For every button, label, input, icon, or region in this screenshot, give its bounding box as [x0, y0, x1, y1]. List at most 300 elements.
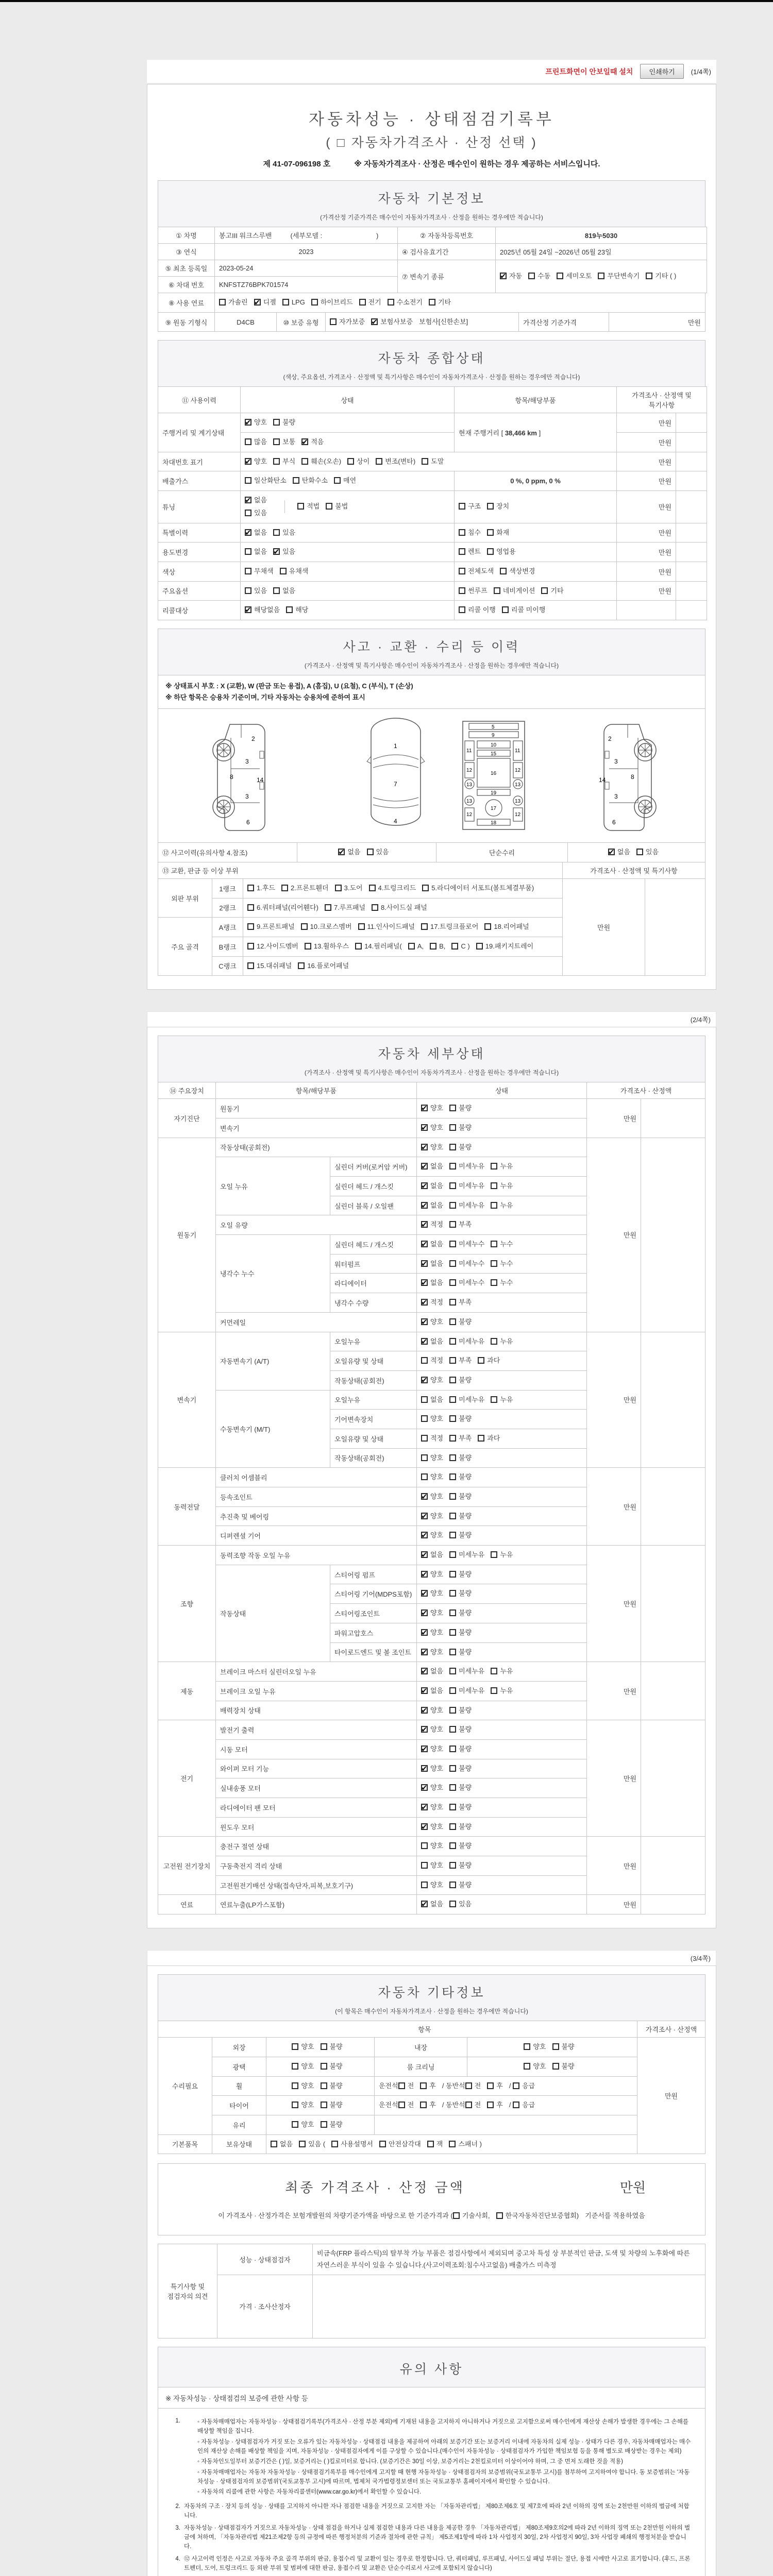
checkbox-icon	[513, 2082, 519, 2089]
option: ✔ 없음	[421, 1180, 443, 1193]
checkbox-icon	[513, 2102, 519, 2108]
svg-text:13: 13	[466, 799, 472, 805]
subitem-label: 라디에이터	[330, 1274, 417, 1293]
checkbox-icon	[478, 1357, 484, 1364]
option: 없음	[245, 546, 267, 558]
item-label: 작동상태	[216, 1565, 330, 1662]
checkbox-icon	[376, 458, 382, 465]
status-options	[417, 1681, 587, 1701]
option: 있음	[367, 846, 389, 859]
option: 전	[465, 2099, 481, 2112]
legend-note: ※ 하단 항목은 승용차 기준이며, 기타 자동차는 승용차에 준하여 표시	[165, 693, 365, 702]
checkbox-icon	[421, 1396, 428, 1403]
rank1-options	[243, 878, 563, 898]
svg-text:10: 10	[490, 742, 496, 749]
checkbox-checked-icon	[421, 1784, 428, 1791]
checkbox-checked-icon	[421, 1221, 428, 1228]
svg-text:13: 13	[466, 782, 472, 788]
device-group-label: 전기	[158, 1720, 216, 1837]
checkbox-icon	[449, 1221, 456, 1228]
status-options	[417, 1177, 587, 1196]
svg-text:6: 6	[246, 819, 250, 826]
checkbox-icon	[552, 2063, 559, 2070]
option: 15.대쉬패널	[247, 960, 292, 973]
checkbox-icon	[459, 606, 465, 613]
checkbox-icon	[321, 2082, 327, 2089]
section-title: 자동차 기본정보	[378, 192, 485, 206]
option: 가솔린	[219, 296, 248, 309]
option: 수소전기	[388, 296, 423, 309]
svg-text:2: 2	[608, 735, 612, 743]
page-2-indicator: (2/4쪽)	[147, 1011, 716, 1027]
item-label: 디퍼렌셜 기어	[216, 1526, 417, 1546]
checkbox-checked-icon	[421, 1377, 428, 1383]
option: ✔ 있음	[273, 546, 295, 558]
option: ✔ 양호	[421, 1141, 443, 1154]
price-note	[641, 1099, 705, 1138]
checkbox-checked-icon	[421, 1726, 428, 1733]
label-reg-number: ② 자동차등록번호	[398, 227, 496, 244]
status-options	[417, 1701, 587, 1720]
price-unit: 만원	[587, 1468, 641, 1546]
tire-label: 타이어	[212, 2096, 266, 2115]
option: ✔ 없음	[421, 1335, 443, 1348]
option: 미세누유	[449, 1160, 484, 1173]
option: 후	[420, 2080, 436, 2093]
option: 리콜 이행	[459, 604, 496, 617]
status-options	[417, 1642, 587, 1662]
price-note	[641, 1332, 705, 1468]
checkbox-icon	[247, 904, 254, 911]
svg-text:12: 12	[466, 812, 472, 818]
status-options	[417, 1312, 587, 1332]
col-status: 상태	[417, 1082, 587, 1099]
option: 수동	[528, 270, 550, 283]
section-basic-info	[158, 180, 705, 227]
rankC-options	[243, 956, 563, 976]
option: 누유	[491, 1685, 513, 1698]
option: 9.프론트패널	[247, 921, 295, 934]
exterior-label: 외장	[212, 2038, 266, 2057]
option: 응급	[513, 2099, 535, 2112]
caution-item: 2. 자동차의 구조 · 장치 등의 성능 · 상태를 고지하지 아니한 자나 점검한 내용을 거짓으로 고지한 자는 「자동차관리법」 제80조제6호 및 제7호에 따라 2년 이하의 징역 또는 2천만원 이하의 벌금에 처합니다.	[175, 2503, 690, 2519]
option: 스패너 )	[449, 2138, 482, 2151]
print-button[interactable]: 인쇄하기	[640, 64, 683, 79]
checkbox-icon	[598, 273, 604, 279]
caution-item: 1. ◦ 자동차매매업자는 자동차성능 · 상태점검기록부(가격조사 · 산정 부분 제외)에 기재된 내용을 고지하지 아니하거나 거짓으로 고지함으로써 매수인에게 재산상 손해가 발생한 경우에는 그 손해를 배상할 책임을 집니다. ◦ 자동차성능 · 상태점검자가 거짓 또는 오류가 있는 자동차성능 · 상태점검 내용을 제공하여 아래의 보증기간 또는 보증거리 이내에 자동차의 실제 성능 · 상태가 다른 경우, 자동차매매업자는 매수인의 재산상 손해를 배상할 책임을 지며, 자동차성능 · 상태점검자에게 이를 구상할 수 있습니다.(매수인이 자동차성능 · 상태점검자가 가입한 책임보험 등을 통해 별도로 배상받는 경우는 제외) ◦ 자동차인도일부터 보증기간은 ( )일, 보증거리는 ( )킬로미터로 합니다. (보증기간은 30일 이상, 보증거리는 2천킬로미터 이상이어야 하며, 그 중 먼저 도래한 것을 적용) ◦ 자동차매매업자는 자동차 자동차성능 · 상태점검기록부를 매수인에게 고지할 때 현행 자동차성능 · 상태점검자의 보증범위(국토교통부 고시)를 첨부하여 고지하여야 합니다. 동 보증범위는 '자동차성능 · 상태점검자의 보증범위'(국토교통부 고시)에 따르며, 법제처 국가법령정보센터 또는 국토교통부 홈페이지에서 확인할 수 있습니다. ◦ 자동차의 리콜에 관한 사항은 자동차리콜센터(www.car.go.kr)에서 확인할 수 있습니다.	[172, 2416, 692, 2499]
option: ✔ 없음	[421, 1898, 443, 1911]
option: 누유	[491, 1335, 513, 1348]
simple-repair-options	[568, 843, 705, 862]
checkbox-icon	[646, 273, 652, 279]
option: 양호	[421, 1471, 443, 1484]
checkbox-checked-icon	[254, 299, 261, 306]
subitem-label: 스티어링 기어(MDPS포함)	[330, 1584, 417, 1604]
label-warranty-type: ⑩ 보증 유형	[277, 312, 326, 332]
color-options	[241, 562, 455, 581]
checkbox-icon	[427, 2141, 434, 2147]
option: 불량	[449, 1102, 472, 1115]
checkbox-icon	[449, 1804, 456, 1810]
price-unit: 만원	[587, 1837, 641, 1895]
tire-position-options: 운전석 전 후 / 동반석 전 후 / 응급	[375, 2096, 637, 2115]
mileage-value: 38,466 km	[505, 429, 537, 437]
checkbox-icon	[449, 1415, 456, 1422]
option: 10.크로스멤버	[301, 921, 352, 934]
option: 13.휠하우스	[305, 940, 349, 953]
option: 해당	[286, 604, 308, 617]
option: ✔ 해당없음	[245, 604, 280, 617]
basic-items-label: 기본품목	[158, 2134, 212, 2154]
checkbox-checked-icon	[421, 1318, 428, 1325]
checkbox-icon	[408, 943, 415, 950]
option: 일산화탄소	[245, 474, 287, 487]
option: 화재	[487, 527, 509, 539]
option: 1.후드	[247, 882, 275, 895]
option: 색상변경	[500, 565, 535, 578]
option: ✔ 없음	[421, 1685, 443, 1698]
status-options	[417, 1448, 587, 1468]
checkbox-icon	[449, 1707, 456, 1714]
checkbox-checked-icon	[421, 1551, 428, 1558]
accident-history-table	[158, 842, 705, 862]
checkbox-icon	[465, 2082, 472, 2089]
value-vin: KNFSTZ76BPK701574	[215, 277, 398, 293]
checkbox-icon	[421, 1882, 428, 1888]
checkbox-icon	[379, 2141, 386, 2147]
item-label: 윈도우 모터	[216, 1817, 417, 1837]
checkbox-icon	[245, 587, 251, 594]
option: 미세누유	[449, 1394, 484, 1406]
option: 후	[487, 2080, 503, 2093]
checkbox-icon	[297, 503, 304, 510]
checkbox-icon	[273, 587, 280, 594]
option: ✔양호	[245, 416, 267, 429]
appraiser-opinion	[313, 2275, 705, 2338]
usage-change-kind-options	[455, 543, 617, 562]
checkbox-checked-icon	[421, 1649, 428, 1655]
checkbox-checked-icon	[421, 1590, 428, 1597]
svg-text:8: 8	[229, 773, 233, 781]
subitem-label: 스티어링조인트	[330, 1604, 417, 1623]
option: 불량	[321, 2099, 343, 2112]
checkbox-icon	[292, 2121, 298, 2128]
warranty-options	[330, 318, 419, 326]
option: 기타	[541, 585, 563, 598]
col-status: 상태	[241, 387, 455, 413]
subitem-label: 오일누유	[330, 1390, 417, 1410]
checkbox-icon	[528, 273, 535, 279]
engine-warranty-row	[158, 312, 705, 332]
option: 장치	[487, 500, 509, 513]
checkbox-icon	[449, 1668, 456, 1674]
checkbox-icon	[273, 419, 280, 426]
checkbox-icon	[247, 923, 254, 930]
checkbox-icon	[299, 2141, 306, 2147]
checkbox-checked-icon	[421, 1299, 428, 1306]
checkbox-icon	[245, 510, 251, 516]
svg-text:15: 15	[490, 751, 496, 757]
tuning-legal-options	[284, 500, 354, 513]
checkbox-icon	[292, 2082, 298, 2089]
checkbox-icon	[449, 1726, 456, 1733]
checkbox-icon	[420, 2082, 427, 2089]
option: 불법	[326, 500, 348, 513]
option: 불량	[449, 1490, 472, 1503]
checkbox-icon	[449, 1241, 456, 1247]
rank2-options	[243, 898, 563, 918]
checkbox-icon	[429, 299, 435, 306]
section-detail	[158, 1036, 705, 1082]
checkbox-icon	[449, 1532, 456, 1538]
status-options	[417, 1546, 587, 1565]
status-options	[417, 1157, 587, 1177]
price-note	[641, 1468, 705, 1546]
checkbox-checked-icon	[371, 318, 378, 325]
option: ✔ 양호	[421, 1762, 443, 1775]
option: ✔ 양호	[421, 1704, 443, 1717]
checkbox-checked-icon	[421, 1687, 428, 1694]
svg-text:3: 3	[614, 793, 618, 801]
checkbox-icon	[491, 1668, 497, 1674]
checkbox-checked-icon	[421, 1124, 428, 1131]
price-unit: 만원	[617, 581, 676, 601]
checkbox-icon	[487, 2102, 494, 2108]
rankB-label: B랭크	[212, 937, 243, 956]
checkbox-icon	[247, 962, 254, 969]
option: 불량	[273, 416, 295, 429]
status-options	[417, 1332, 587, 1351]
label-model-year: ③ 연식	[158, 244, 215, 260]
option: ✔ 양호	[421, 1743, 443, 1756]
item-label: 라디에이터 팬 모터	[216, 1798, 417, 1818]
checkbox-icon	[273, 458, 280, 465]
wheel-position-options: 운전석 전 후 / 동반석 전 후 / 응급	[375, 2076, 637, 2096]
room-cleaning-options	[467, 2057, 637, 2076]
checkbox-icon	[326, 503, 332, 510]
panel-rank-table	[158, 862, 705, 976]
room-cleaning-label: 룸 크리닝	[375, 2057, 467, 2076]
option: 양호	[292, 2060, 314, 2073]
option: 양호	[421, 1413, 443, 1426]
checkbox-icon	[465, 2102, 472, 2108]
option: ✔ 양호	[421, 1102, 443, 1115]
checkbox-icon	[451, 943, 458, 950]
document-title: 자동차성능 · 상태점검기록부	[309, 110, 554, 128]
svg-text:3: 3	[245, 793, 249, 801]
svg-text:3: 3	[614, 758, 618, 766]
option: 무채색	[245, 565, 274, 578]
checkbox-icon	[421, 1862, 428, 1869]
item-label: 실내송풍 모터	[216, 1778, 417, 1798]
checkbox-icon	[311, 299, 318, 306]
glass-label: 유리	[212, 2115, 266, 2134]
checkbox-icon	[449, 1144, 456, 1150]
option: 불량	[449, 1821, 472, 1834]
row-mileage-label: 주행거리 및 계기상태	[158, 413, 241, 452]
checkbox-icon	[491, 1338, 497, 1345]
vin-status-options	[241, 452, 617, 471]
checkbox-checked-icon	[500, 273, 507, 279]
checkbox-icon	[449, 1609, 456, 1616]
page-2	[147, 1027, 716, 1928]
document-number: 제 41-07-096198 호	[263, 160, 331, 168]
option: 12.사이드멤버	[247, 940, 298, 953]
checkbox-icon	[335, 885, 342, 891]
checkbox-icon	[359, 299, 366, 306]
checkbox-icon	[449, 1765, 456, 1772]
option: A,	[408, 940, 424, 953]
checkbox-icon	[449, 1454, 456, 1461]
wheel-label: 휠	[212, 2076, 266, 2096]
checkbox-icon	[557, 273, 563, 279]
value-base-price-unit: 만원	[609, 312, 705, 332]
checkbox-icon	[449, 1842, 456, 1849]
checkbox-icon	[321, 2063, 327, 2070]
checkbox-checked-icon	[421, 1338, 428, 1345]
option: 불량	[552, 2041, 575, 2054]
value-first-reg-date: 2023-05-24	[215, 260, 398, 277]
svg-text:9: 9	[491, 733, 495, 739]
option: 미세누유	[449, 1549, 484, 1562]
checkbox-checked-icon	[421, 1493, 428, 1500]
option: 5.라디에이터 서포트(볼트체결부품)	[422, 882, 534, 895]
checkbox-checked-icon	[421, 1202, 428, 1209]
status-options	[417, 1526, 587, 1546]
option: 미세누유	[449, 1665, 484, 1678]
caution-item: 4. ⑫ 사고이력 인정은 사고로 자동차 주요 골격 부위의 판금, 용접수리 및 교환이 있는 경우로 한정합니다. 단, 쿼터패널, 루프패널, 사이드실 패널 부위는 절단, 용접 시에만 사고로 표기합니다. (후드, 프론트펜더, 도어, 트렁크리드 등 외판 부위 및 범퍼에 대한 판금, 용접수리 및 교환은 단순수리로서 사고에 포함되지 않습니다)	[175, 2555, 691, 2572]
option: 미세누유	[449, 1199, 484, 1212]
checkbox-icon	[449, 1318, 456, 1325]
checkbox-icon	[491, 1163, 497, 1170]
checkbox-icon	[292, 2102, 298, 2108]
checkbox-icon	[449, 1299, 456, 1306]
option: ✔ 양호	[421, 1626, 443, 1639]
option: 미세누유	[449, 1180, 484, 1193]
status-options	[417, 1875, 587, 1895]
option: 양호	[292, 2099, 314, 2112]
row-options-label: 주요옵션	[158, 581, 241, 601]
option: 양호	[292, 2080, 314, 2093]
option: 불량	[449, 1587, 472, 1600]
final-price-box	[158, 2163, 705, 2235]
cautions-s1-list	[158, 2409, 705, 2576]
cautions-s1-title: ※ 자동차성능 · 상태점검의 보증에 관한 사항 등	[158, 2387, 705, 2409]
status-options	[417, 1506, 587, 1526]
option: 있음	[245, 585, 267, 598]
checkbox-icon	[459, 529, 465, 536]
col-item: 항목	[212, 2021, 637, 2038]
checkbox-icon	[355, 943, 362, 950]
option: ✔ 양호	[421, 1723, 443, 1736]
option: 탄화수소	[293, 474, 328, 487]
checkbox-icon	[491, 1551, 497, 1558]
subitem-label: 실린더 헤드 / 개스킷	[330, 1177, 417, 1196]
status-options	[417, 1410, 587, 1429]
option: 불량	[552, 2060, 575, 2073]
label-inspection-period: ④ 검사유효기간	[398, 244, 496, 260]
option: 자가보증	[330, 316, 365, 329]
status-options	[417, 1720, 587, 1740]
checkbox-icon	[280, 568, 287, 574]
rankB-options	[243, 937, 563, 956]
print-plugin-notice: 프린트화면이 안보일때 설치	[545, 67, 633, 76]
checkbox-icon	[449, 1687, 456, 1694]
svg-text:11: 11	[466, 748, 472, 754]
subitem-label: 작동상태(공회전)	[330, 1370, 417, 1390]
page-3-indicator: (3/4쪽)	[147, 1950, 716, 1965]
option: ✔ 적정	[421, 1296, 443, 1309]
option: ✔ 보험사보증	[371, 316, 413, 329]
checkbox-icon	[459, 503, 465, 510]
section-etc	[158, 1974, 705, 2021]
repair-needed-label: 수리필요	[158, 2038, 212, 2134]
checkbox-icon	[494, 587, 500, 594]
tuning-exist-options	[245, 494, 273, 519]
option: 잭	[427, 2138, 443, 2151]
checkbox-checked-icon	[421, 1609, 428, 1616]
checkbox-icon	[487, 548, 494, 555]
option: 불량	[321, 2041, 343, 2054]
mileage-status-options	[241, 413, 455, 433]
option: 불량	[449, 1568, 472, 1581]
vehicle-diagram	[158, 709, 705, 843]
checkbox-icon	[421, 1415, 428, 1422]
svg-text:19: 19	[490, 790, 496, 796]
section-cautions	[158, 2347, 705, 2387]
item-label: 배력장치 상태	[216, 1701, 417, 1720]
item-label: 충전구 절연 상태	[216, 1837, 417, 1856]
section-title: 자동차 기타정보	[378, 1986, 485, 2001]
label-fuel: ⑧ 사용 연료	[158, 293, 215, 313]
option: 기술사회,	[453, 2210, 490, 2223]
item-label: 클러치 어셈블리	[216, 1468, 417, 1487]
etc-info-table	[158, 2021, 705, 2154]
price-unit: 만원	[587, 1662, 641, 1720]
checkbox-icon	[388, 299, 394, 306]
svg-text:11: 11	[514, 748, 520, 754]
tuning-kind-options	[455, 491, 617, 523]
checkbox-icon	[421, 1473, 428, 1480]
checkbox-checked-icon	[421, 1745, 428, 1752]
option: 불량	[449, 1762, 472, 1775]
svg-text:2: 2	[251, 735, 255, 743]
option: 불량	[449, 1510, 472, 1523]
checkbox-icon	[449, 1784, 456, 1791]
option: ✔ 양호	[245, 455, 267, 468]
option: ✔ 없음	[245, 527, 267, 539]
checkbox-icon	[449, 1745, 456, 1752]
option: ✔ 양호	[421, 1801, 443, 1814]
status-options	[417, 1215, 587, 1235]
special-history-options	[241, 523, 455, 543]
row-tuning-label: 튜닝	[158, 491, 241, 523]
option: 적법	[297, 500, 320, 513]
keep-status-options	[266, 2134, 637, 2154]
option: 미세누유	[449, 1335, 484, 1348]
mileage-amount-options	[241, 433, 455, 452]
status-options	[417, 1487, 587, 1507]
checkbox-checked-icon	[421, 1804, 428, 1810]
device-group-label: 조향	[158, 1546, 216, 1662]
option: 불량	[449, 1840, 472, 1853]
option: 있음	[636, 846, 659, 859]
subitem-label: 실린더 헤드 / 개스킷	[330, 1235, 417, 1255]
option: 양호	[524, 2041, 546, 2054]
inspector-opinion: 비금속(FRP 플라스틱)의 탈부착 가능 부품은 점검사항에서 제외되며 중고차 특성 상 부분적인 판금, 도색 및 차량의 노후화에 따른 자연스러운 부식이 있을 수 있습니다.(사고이력조회:침수사고없음) 배출가스 미측정	[313, 2244, 705, 2275]
checkbox-icon	[281, 885, 288, 891]
option: 있음	[245, 507, 267, 520]
